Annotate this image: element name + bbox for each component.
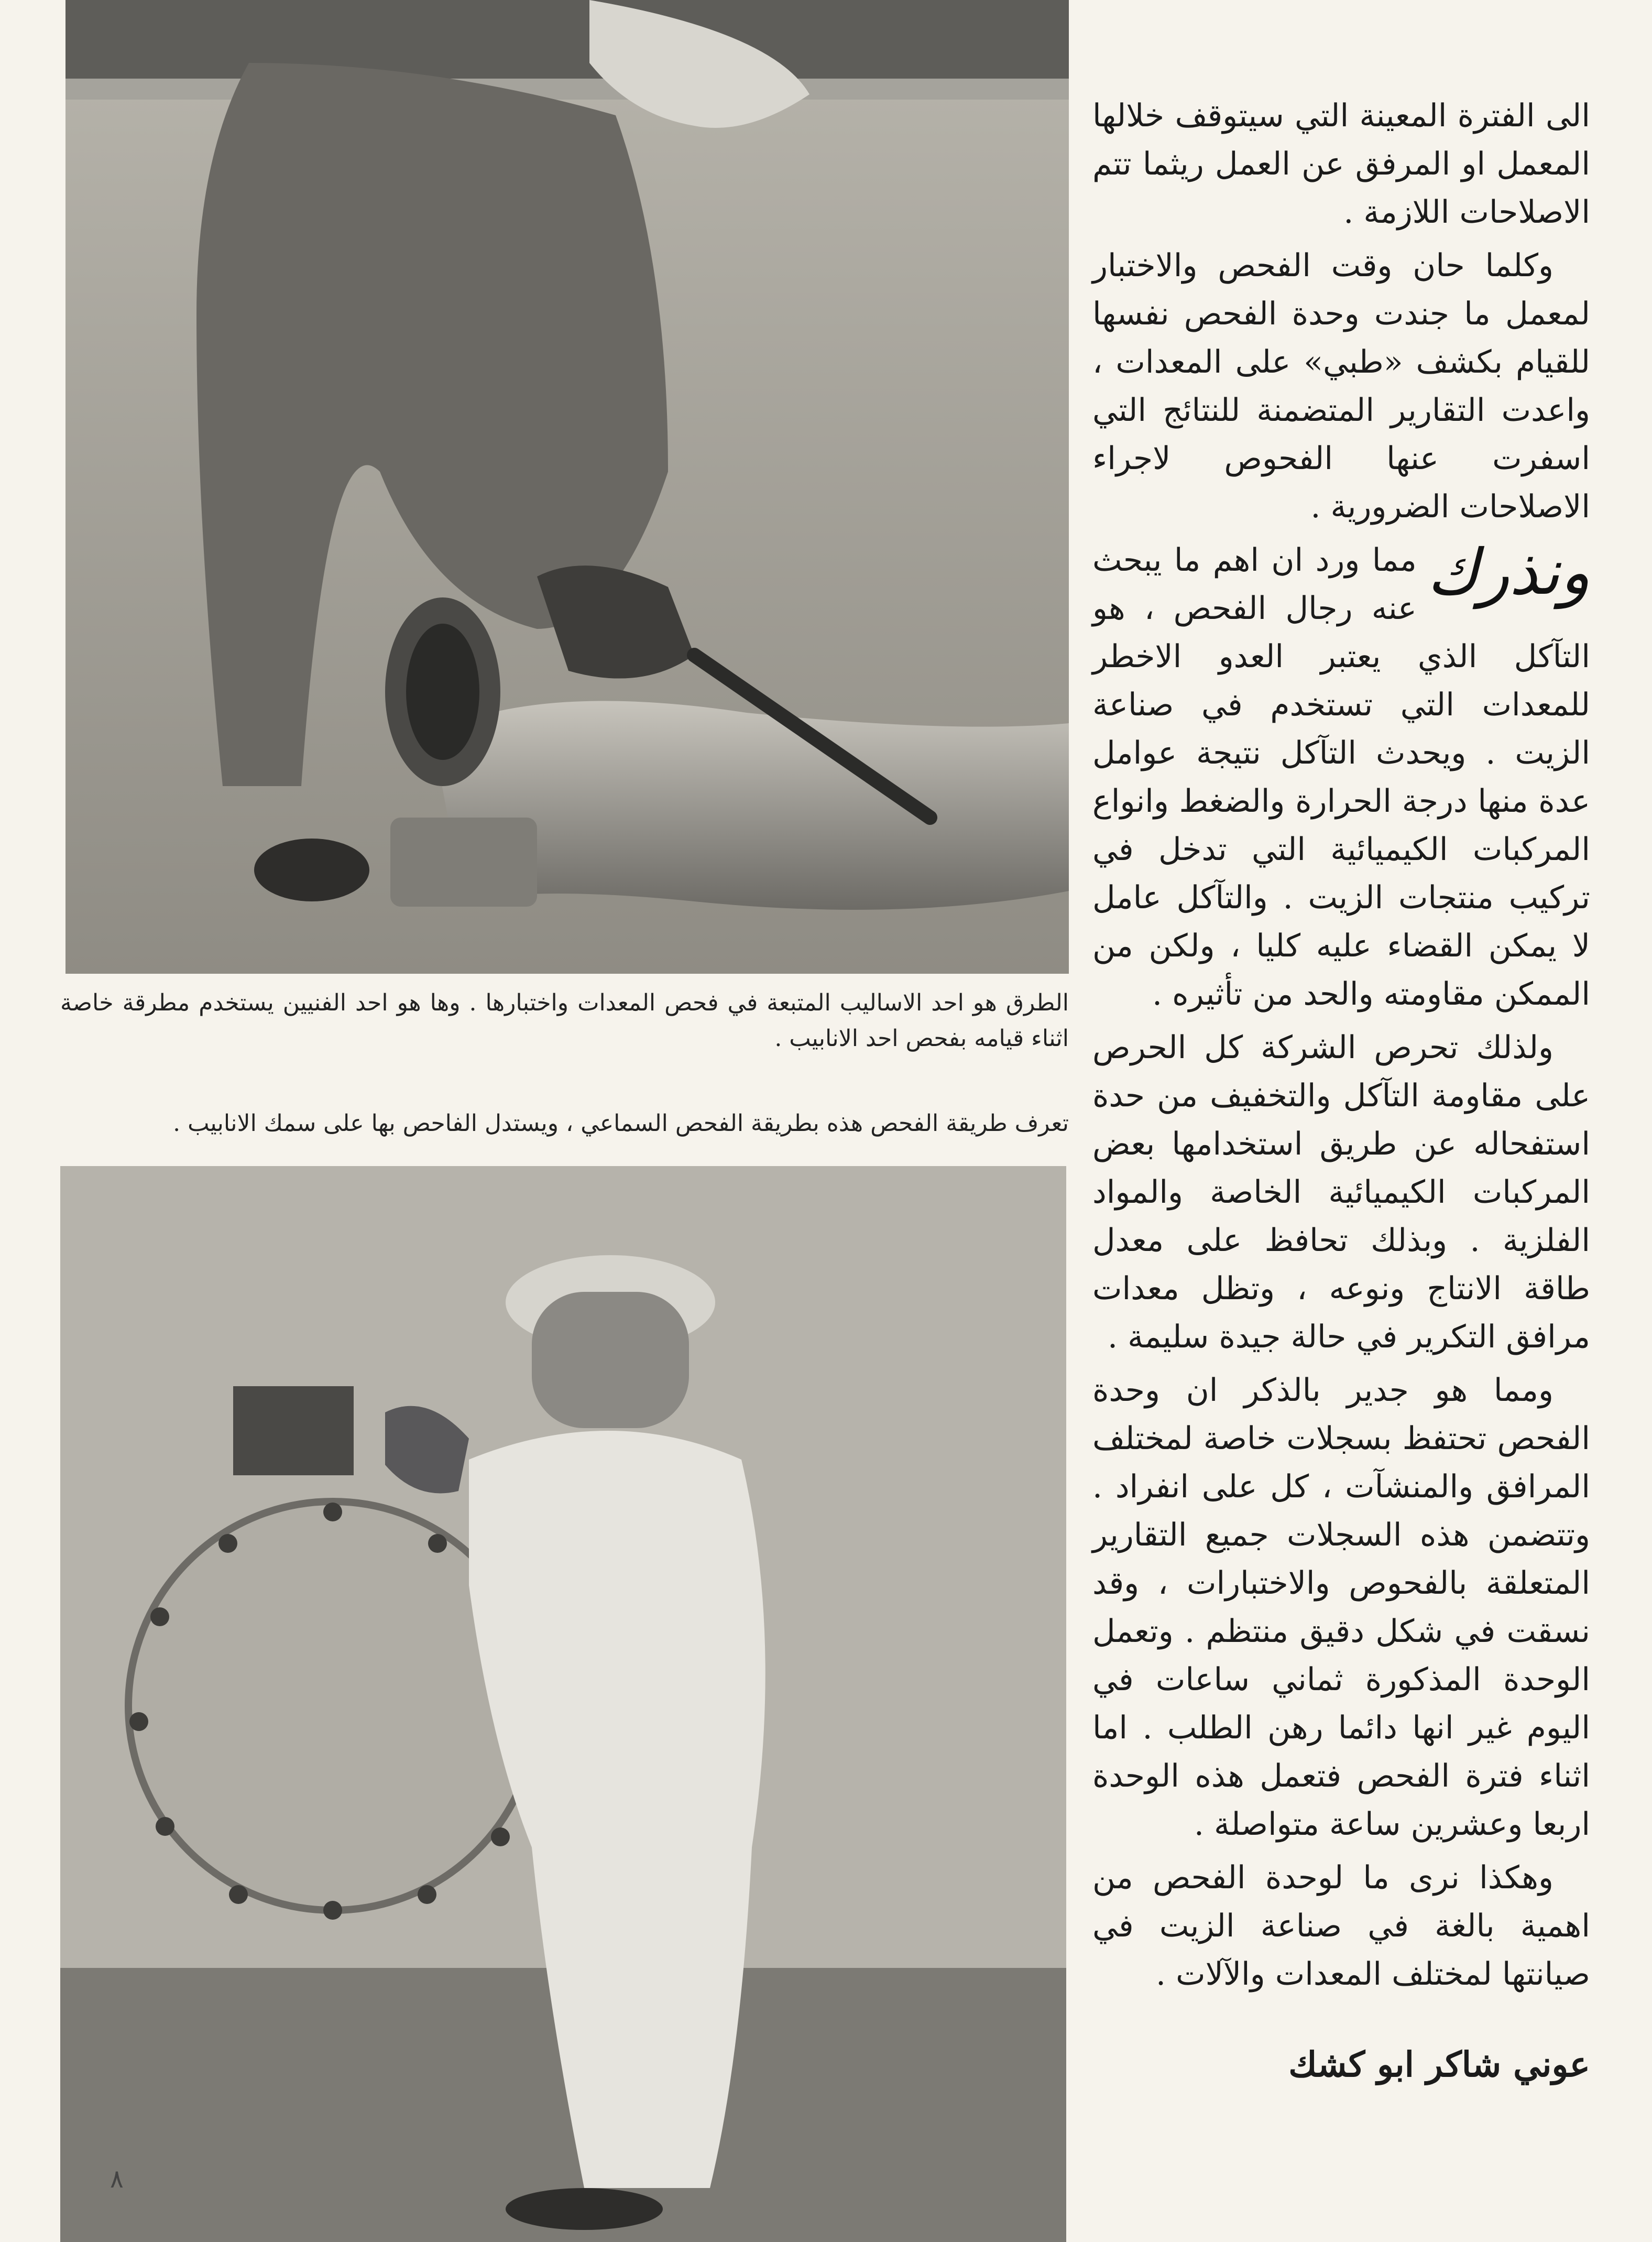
page-number: ٨ <box>110 2164 124 2194</box>
article-paragraph-5: ومما هو جدير بالذكر ان وحدة الفحص تحتفظ بسجلات خاصة لمختلف المرافق والمنشآت ، كل على انفراد . وتتضمن هذه السجلات جميع التقارير المتعلقة بالفحوص والاختبارات ، وقد نسقت في شكل دقيق منتظم . وتعمل الوحدة المذكورة ثماني ساعات في اليوم غير انها دائما رهن الطلب . اما اثناء فترة الفحص فتعمل هذه الوحدة اربعا وعشرين ساعة متواصلة . <box>1092 1372 1590 1843</box>
article-paragraph-2: وكلما حان وقت الفحص والاختبار لمعمل ما جندت وحدة الفحص نفسها للقيام بكشف «طبي» على المعدات ، واعدت التقارير المتضمنة للنتائج التي اسفرت عنها الفحوص لاجراء الاصلاحات الضرورية . <box>1092 247 1590 525</box>
technician-acoustic-testing-tank-icon <box>60 1166 1066 2242</box>
article-paragraph-1: الى الفترة المعينة التي سيتوقف خلالها المعمل او المرفق عن العمل ريثما تتم الاصلاحات اللازمة . <box>1092 97 1590 231</box>
article-paragraph-6: وهكذا نرى ما لوحدة الفحص من اهمية بالغة في صناعة الزيت في صيانتها لمختلف المعدات والآلات . <box>1092 1859 1590 1993</box>
article-paragraph-3: مما ورد ان اهم ما يبحث عنه رجال الفحص ، هو التآكل الذي يعتبر العدو الاخطر للمعدات التي تستخدم في صناعة الزيت . ويحدث التآكل نتيجة عوامل عدة منها درجة الحرارة والضغط وانواع المركبات الكيميائية التي تدخل في تركيب منتجات الزيت . والتآكل عامل لا يمكن القضاء عليه كليا ، ولكن من الممكن مقاومته والحد من تأثيره . <box>1092 542 1590 1013</box>
technician-hammer-testing-pipe-icon <box>65 0 1069 974</box>
article-paragraph-4: ولذلك تحرص الشركة كل الحرص على مقاومة التآكل والتخفيف من حدة استفحاله عن طريق استخدامها بعض المركبات الكيميائية الخاصة والمواد الفلزية . وبذلك تحافظ على معدل طاقة الانتاج ونوعه ، وتظل معدات مرافق التكرير في حالة جيدة سليمة . <box>1092 1029 1590 1355</box>
article-paragraph-3-wrapper <box>1092 536 1590 1018</box>
top-photo <box>65 0 1069 974</box>
article-column <box>1092 92 1590 2004</box>
bottom-photo-caption: تعرف طريقة الفحص هذه بطريقة الفحص السماعي ، ويستدل الفاحص بها على سمك الانابيب . <box>173 1110 1069 1137</box>
author-name: عوني شاكر ابو كشك <box>1288 2044 1590 2085</box>
drop-word: ونذرك <box>1427 536 1590 609</box>
top-photo-caption: الطرق هو احد الاساليب المتبعة في فحص المعدات واختبارها . وها هو احد الفنيين يستخدم مطرقة خاصة اثناء قيامه بفحص احد الانابيب . <box>60 989 1069 1052</box>
bottom-photo <box>60 1166 1066 2242</box>
